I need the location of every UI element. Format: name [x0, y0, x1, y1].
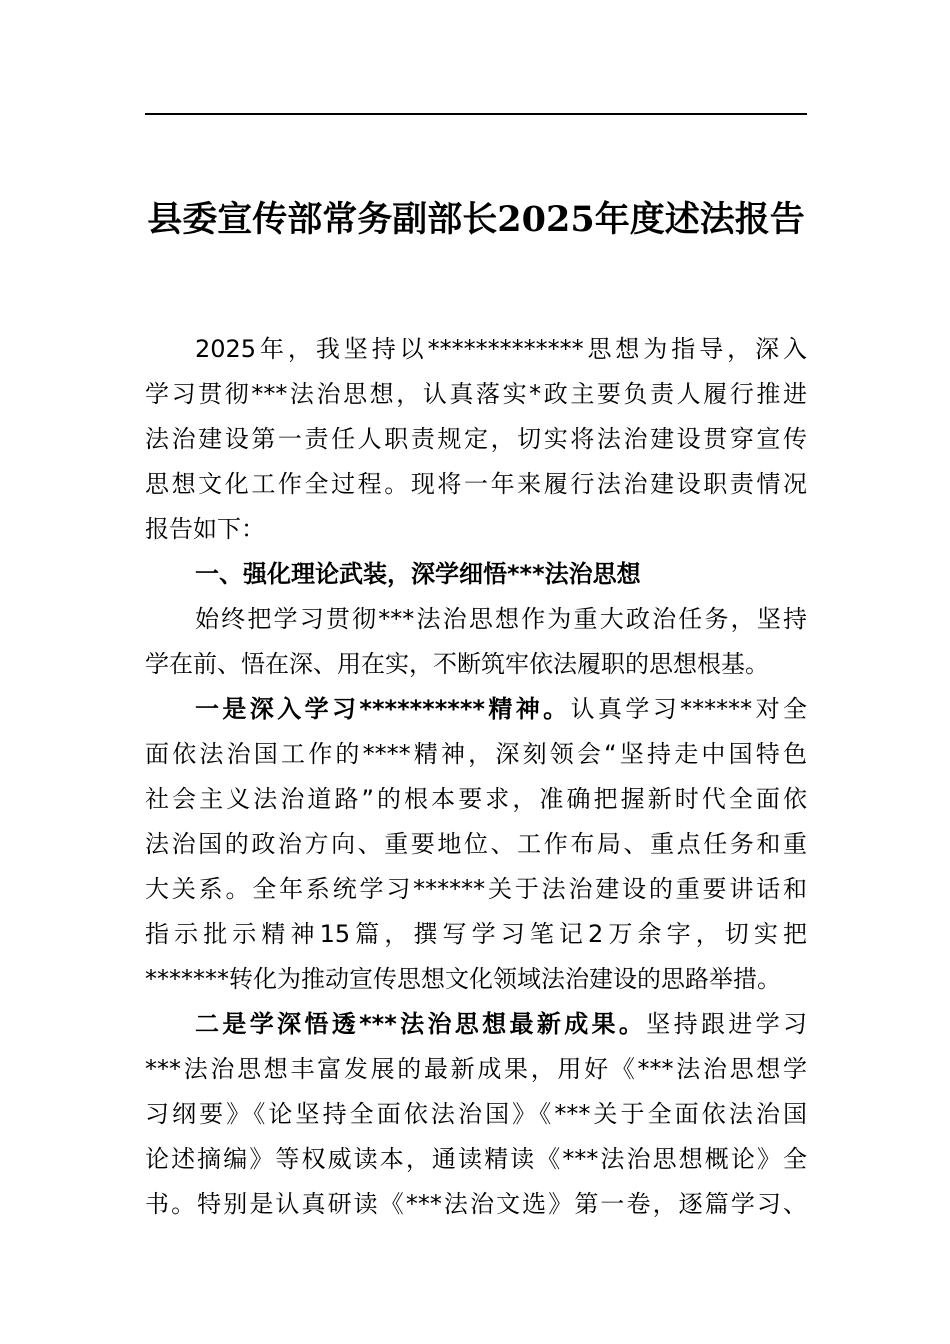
- paragraph-line: 书。特别是认真研读《***法治文选》第一卷，逐篇学习、: [145, 1190, 807, 1218]
- paragraph-line: 学习贯彻***法治思想，认真落实*政主要负责人履行推进: [145, 380, 807, 408]
- paragraph-line: 面依法治国工作的****精神，深刻领会“坚持走中国特色: [145, 740, 807, 768]
- paragraph-text: 坚持跟进学习: [646, 1010, 807, 1038]
- paragraph-line: 习纲要》《论坚持全面依法治国》《***关于全面依法治国: [145, 1100, 807, 1128]
- paragraph-line: 法治国的政治方向、重要地位、工作布局、重点任务和重: [145, 830, 807, 858]
- paragraph-line: 2025年，我坚持以*************思想为指导，深入: [195, 335, 807, 363]
- paragraph-line: 报告如下：: [145, 515, 265, 543]
- paragraph-line: 指示批示精神15篇，撰写学习笔记2万余字，切实把: [145, 920, 807, 948]
- paragraph-line: 社会主义法治道路”的根本要求，准确把握新时代全面依: [145, 785, 807, 813]
- paragraph-line: 学在前、悟在深、用在实，不断筑牢依法履职的思想根基。: [145, 650, 769, 678]
- paragraph-line: [145, 687, 807, 732]
- paragraph-line: 大关系。全年系统学习******关于法治建设的重要讲话和: [145, 875, 807, 903]
- document-body: [145, 327, 807, 1227]
- paragraph-line: 思想文化工作全过程。现将一年来履行法治建设职责情况: [145, 470, 807, 498]
- paragraph-lead: 一是深入学习**********精神。: [195, 695, 571, 723]
- paragraph-line: [145, 1002, 807, 1047]
- header-rule: [145, 113, 807, 115]
- paragraph-line: 始终把学习贯彻***法治思想作为重大政治任务，坚持: [195, 605, 807, 633]
- paragraph-line: 论述摘编》等权威读本，通读精读《***法治思想概论》全: [145, 1145, 807, 1173]
- document-title: 县委宣传部常务副部长2025年度述法报告: [147, 199, 805, 240]
- paragraph-line: *******转化为推动宣传思想文化领域法治建设的思路举措。: [145, 965, 781, 993]
- paragraph-lead: 二是学深悟透***法治思想最新成果。: [195, 1010, 647, 1038]
- paragraph-text: 认真学习******对全: [570, 695, 807, 723]
- paragraph-line: 法治建设第一责任人职责规定，切实将法治建设贯穿宣传: [145, 425, 807, 453]
- paragraph-line: ***法治思想丰富发展的最新成果，用好《***法治思想学: [145, 1055, 807, 1083]
- section-heading: 一、强化理论武装，深学细悟***法治思想: [195, 560, 641, 588]
